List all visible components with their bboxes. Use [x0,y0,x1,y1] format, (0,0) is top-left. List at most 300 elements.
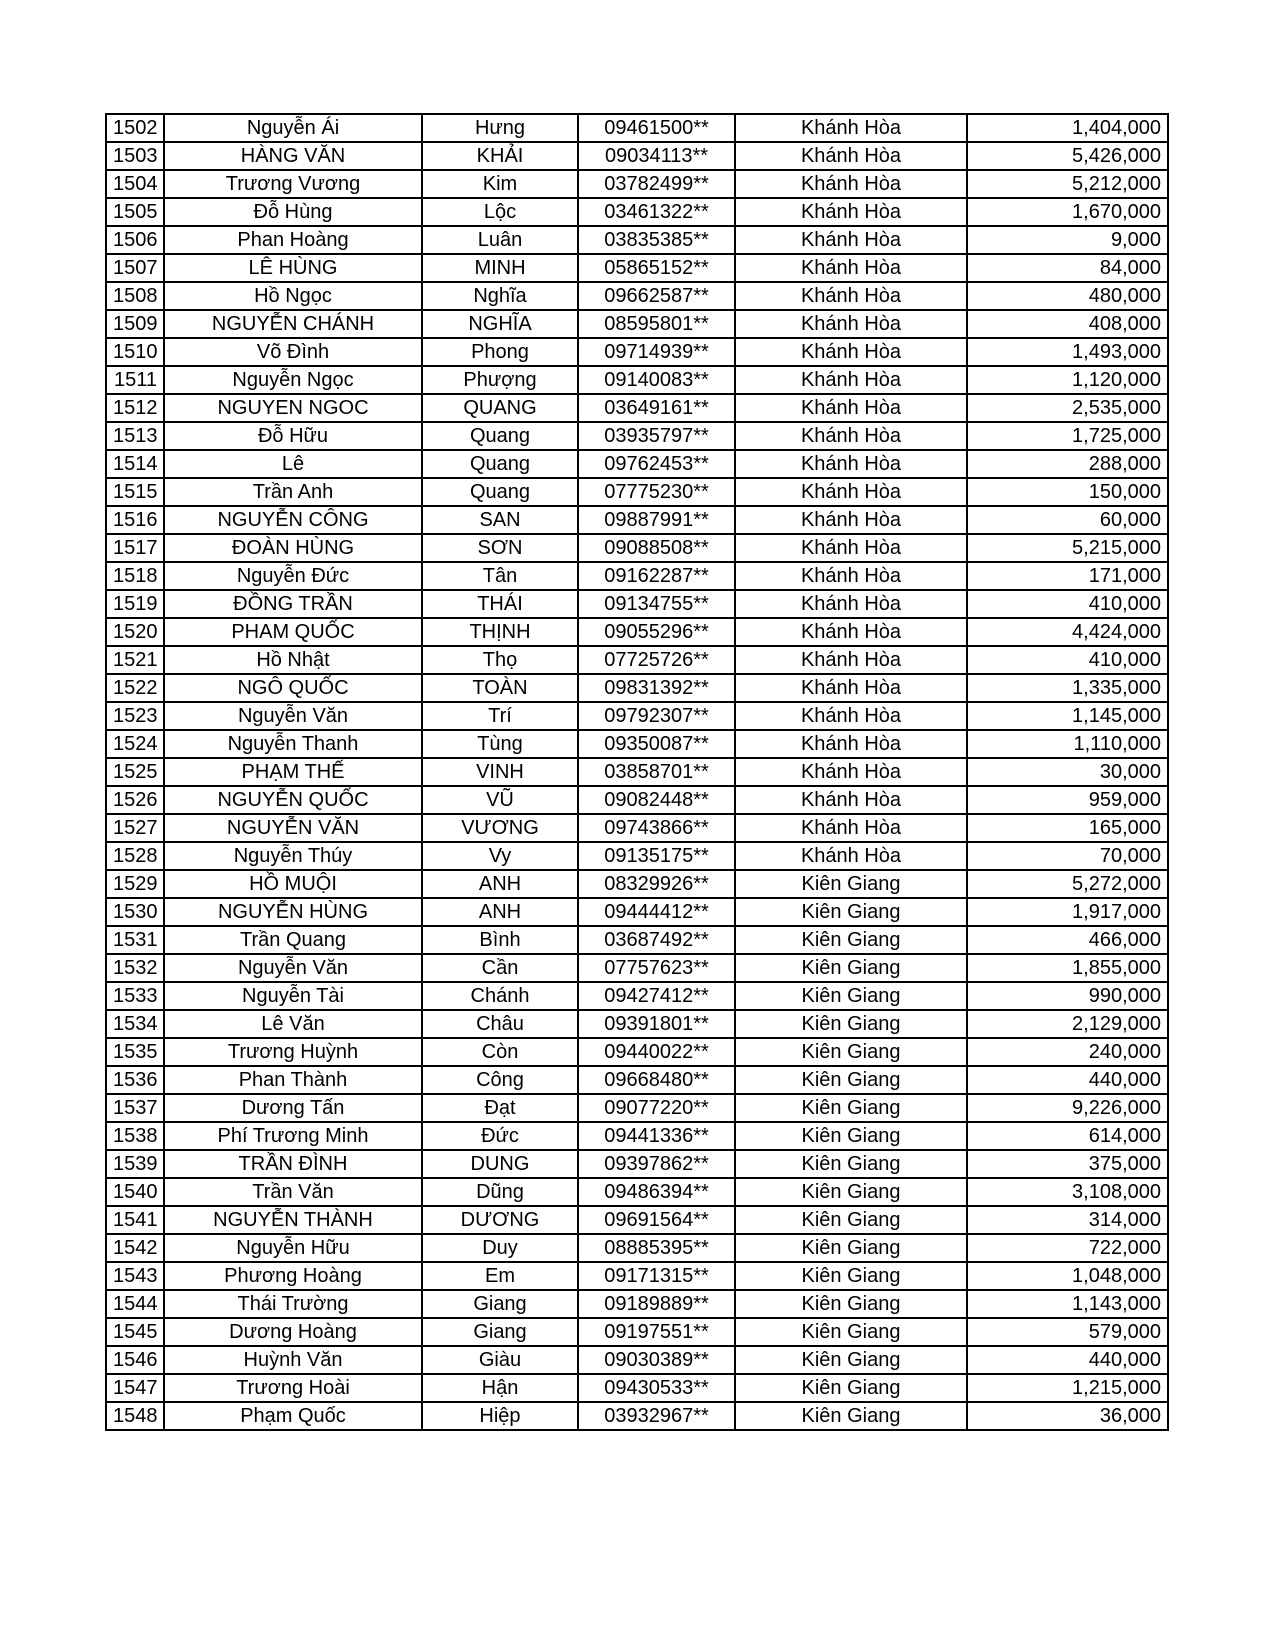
surname-cell: ĐỒNG TRẦN [164,590,422,618]
table-row [106,422,1168,450]
phone-cell: 09762453** [578,450,735,478]
surname-cell: Lê [164,450,422,478]
province-cell: Khánh Hòa [735,114,967,142]
given-name-cell: Châu [422,1010,578,1038]
surname-cell: HỒ MUỘI [164,870,422,898]
surname-cell: Nguyễn Hữu [164,1234,422,1262]
given-name-cell: Kim [422,170,578,198]
phone-cell: 09055296** [578,618,735,646]
phone-cell: 03935797** [578,422,735,450]
surname-cell: NGUYỄN HÙNG [164,898,422,926]
surname-cell: Nguyễn Văn [164,702,422,730]
province-cell: Khánh Hòa [735,170,967,198]
phone-cell: 07757623** [578,954,735,982]
amount-cell: 1,404,000 [967,114,1168,142]
phone-cell: 09461500** [578,114,735,142]
amount-cell: 36,000 [967,1402,1168,1430]
amount-cell: 1,145,000 [967,702,1168,730]
row-number-cell: 1508 [106,282,164,310]
surname-cell: Trương Huỳnh [164,1038,422,1066]
phone-cell: 09486394** [578,1178,735,1206]
row-number-cell: 1525 [106,758,164,786]
amount-cell: 288,000 [967,450,1168,478]
amount-cell: 1,670,000 [967,198,1168,226]
phone-cell: 09691564** [578,1206,735,1234]
province-cell: Khánh Hòa [735,814,967,842]
row-number-cell: 1541 [106,1206,164,1234]
amount-cell: 990,000 [967,982,1168,1010]
phone-cell: 09034113** [578,142,735,170]
province-cell: Khánh Hòa [735,198,967,226]
province-cell: Khánh Hòa [735,590,967,618]
surname-cell: Thái Trường [164,1290,422,1318]
amount-cell: 1,215,000 [967,1374,1168,1402]
province-cell: Khánh Hòa [735,450,967,478]
given-name-cell: Em [422,1262,578,1290]
surname-cell: Hồ Nhật [164,646,422,674]
province-cell: Kiên Giang [735,1402,967,1430]
row-number-cell: 1548 [106,1402,164,1430]
table-row [106,618,1168,646]
amount-cell: 2,129,000 [967,1010,1168,1038]
row-number-cell: 1515 [106,478,164,506]
table-row [106,1094,1168,1122]
surname-cell: Nguyễn Thúy [164,842,422,870]
amount-cell: 480,000 [967,282,1168,310]
phone-cell: 09887991** [578,506,735,534]
given-name-cell: Tùng [422,730,578,758]
row-number-cell: 1545 [106,1318,164,1346]
province-cell: Khánh Hòa [735,562,967,590]
row-number-cell: 1521 [106,646,164,674]
surname-cell: Huỳnh Văn [164,1346,422,1374]
amount-cell: 5,212,000 [967,170,1168,198]
amount-cell: 5,215,000 [967,534,1168,562]
given-name-cell: Thọ [422,646,578,674]
surname-cell: Nguyễn Tài [164,982,422,1010]
given-name-cell: MINH [422,254,578,282]
surname-cell: NGUYỄN THÀNH [164,1206,422,1234]
amount-cell: 440,000 [967,1346,1168,1374]
table-row [106,310,1168,338]
row-number-cell: 1535 [106,1038,164,1066]
given-name-cell: VŨ [422,786,578,814]
given-name-cell: QUANG [422,394,578,422]
amount-cell: 1,725,000 [967,422,1168,450]
given-name-cell: Quang [422,478,578,506]
phone-cell: 09030389** [578,1346,735,1374]
amount-cell: 375,000 [967,1150,1168,1178]
table-row [106,898,1168,926]
surname-cell: Phương Hoàng [164,1262,422,1290]
province-cell: Khánh Hòa [735,366,967,394]
amount-cell: 410,000 [967,590,1168,618]
surname-cell: LÊ HÙNG [164,254,422,282]
table-row [106,338,1168,366]
row-number-cell: 1507 [106,254,164,282]
amount-cell: 314,000 [967,1206,1168,1234]
surname-cell: Đỗ Hùng [164,198,422,226]
row-number-cell: 1533 [106,982,164,1010]
amount-cell: 1,048,000 [967,1262,1168,1290]
amount-cell: 408,000 [967,310,1168,338]
given-name-cell: Quang [422,450,578,478]
table-row [106,590,1168,618]
table-row [106,142,1168,170]
row-number-cell: 1522 [106,674,164,702]
row-number-cell: 1509 [106,310,164,338]
given-name-cell: VƯƠNG [422,814,578,842]
phone-cell: 09140083** [578,366,735,394]
province-cell: Khánh Hòa [735,226,967,254]
given-name-cell: Luân [422,226,578,254]
table-row [106,702,1168,730]
province-cell: Kiên Giang [735,1066,967,1094]
amount-cell: 171,000 [967,562,1168,590]
table-row [106,646,1168,674]
amount-cell: 4,424,000 [967,618,1168,646]
province-cell: Kiên Giang [735,1346,967,1374]
province-cell: Khánh Hòa [735,674,967,702]
surname-cell: Dương Hoàng [164,1318,422,1346]
row-number-cell: 1528 [106,842,164,870]
amount-cell: 5,272,000 [967,870,1168,898]
amount-cell: 1,917,000 [967,898,1168,926]
surname-cell: Phí Trương Minh [164,1122,422,1150]
given-name-cell: Công [422,1066,578,1094]
amount-cell: 240,000 [967,1038,1168,1066]
table-row [106,170,1168,198]
phone-cell: 09743866** [578,814,735,842]
phone-cell: 09171315** [578,1262,735,1290]
given-name-cell: Phượng [422,366,578,394]
surname-cell: NGUYỄN CÔNG [164,506,422,534]
phone-cell: 09662587** [578,282,735,310]
table-row [106,1402,1168,1430]
table-row [106,926,1168,954]
phone-cell: 09430533** [578,1374,735,1402]
phone-cell: 07725726** [578,646,735,674]
province-cell: Khánh Hòa [735,730,967,758]
amount-cell: 1,143,000 [967,1290,1168,1318]
row-number-cell: 1511 [106,366,164,394]
phone-cell: 09668480** [578,1066,735,1094]
province-cell: Khánh Hòa [735,478,967,506]
given-name-cell: Quang [422,422,578,450]
phone-cell: 08885395** [578,1234,735,1262]
amount-cell: 70,000 [967,842,1168,870]
row-number-cell: 1512 [106,394,164,422]
row-number-cell: 1527 [106,814,164,842]
row-number-cell: 1536 [106,1066,164,1094]
table-row [106,478,1168,506]
amount-cell: 959,000 [967,786,1168,814]
phone-cell: 09831392** [578,674,735,702]
given-name-cell: KHẢI [422,142,578,170]
surname-cell: Trương Vương [164,170,422,198]
row-number-cell: 1542 [106,1234,164,1262]
province-cell: Kiên Giang [735,1122,967,1150]
province-cell: Khánh Hòa [735,758,967,786]
row-number-cell: 1540 [106,1178,164,1206]
amount-cell: 60,000 [967,506,1168,534]
table-row [106,814,1168,842]
province-cell: Khánh Hòa [735,422,967,450]
province-cell: Kiên Giang [735,1318,967,1346]
surname-cell: Phan Hoàng [164,226,422,254]
phone-cell: 08595801** [578,310,735,338]
given-name-cell: Vy [422,842,578,870]
table-row [106,758,1168,786]
phone-cell: 03461322** [578,198,735,226]
table-row [106,1066,1168,1094]
amount-cell: 440,000 [967,1066,1168,1094]
amount-cell: 2,535,000 [967,394,1168,422]
phone-cell: 09135175** [578,842,735,870]
phone-cell: 09350087** [578,730,735,758]
surname-cell: NGUYỄN QUỐC [164,786,422,814]
table-row [106,1010,1168,1038]
surname-cell: TRẦN ĐÌNH [164,1150,422,1178]
row-number-cell: 1531 [106,926,164,954]
table-row [106,450,1168,478]
surname-cell: NGUYỄN CHÁNH [164,310,422,338]
table-row [106,1346,1168,1374]
amount-cell: 3,108,000 [967,1178,1168,1206]
table-row [106,730,1168,758]
phone-cell: 09444412** [578,898,735,926]
given-name-cell: Hưng [422,114,578,142]
row-number-cell: 1529 [106,870,164,898]
phone-cell: 03687492** [578,926,735,954]
row-number-cell: 1524 [106,730,164,758]
row-number-cell: 1505 [106,198,164,226]
given-name-cell: Đạt [422,1094,578,1122]
row-number-cell: 1504 [106,170,164,198]
phone-cell: 09162287** [578,562,735,590]
province-cell: Kiên Giang [735,1262,967,1290]
given-name-cell: ANH [422,870,578,898]
row-number-cell: 1518 [106,562,164,590]
given-name-cell: Duy [422,1234,578,1262]
amount-cell: 9,000 [967,226,1168,254]
province-cell: Kiên Giang [735,954,967,982]
phone-cell: 09197551** [578,1318,735,1346]
province-cell: Kiên Giang [735,926,967,954]
phone-cell: 03932967** [578,1402,735,1430]
given-name-cell: NGHĨA [422,310,578,338]
surname-cell: PHAM QUỐC [164,618,422,646]
given-name-cell: Hiệp [422,1402,578,1430]
row-number-cell: 1517 [106,534,164,562]
surname-cell: NGUYEN NGOC [164,394,422,422]
given-name-cell: Dũng [422,1178,578,1206]
province-cell: Khánh Hòa [735,702,967,730]
surname-cell: NGUYỄN VĂN [164,814,422,842]
row-number-cell: 1514 [106,450,164,478]
province-cell: Kiên Giang [735,870,967,898]
surname-cell: Trương Hoài [164,1374,422,1402]
surname-cell: Dương Tấn [164,1094,422,1122]
amount-cell: 722,000 [967,1234,1168,1262]
province-cell: Kiên Giang [735,1038,967,1066]
records-table-body [106,114,1168,1430]
province-cell: Khánh Hòa [735,786,967,814]
table-row [106,198,1168,226]
province-cell: Kiên Giang [735,1178,967,1206]
table-row [106,1262,1168,1290]
surname-cell: Trần Quang [164,926,422,954]
province-cell: Khánh Hòa [735,338,967,366]
surname-cell: NGÔ QUỐC [164,674,422,702]
province-cell: Kiên Giang [735,1374,967,1402]
row-number-cell: 1544 [106,1290,164,1318]
row-number-cell: 1539 [106,1150,164,1178]
given-name-cell: ANH [422,898,578,926]
surname-cell: Nguyễn Đức [164,562,422,590]
surname-cell: Trần Văn [164,1178,422,1206]
amount-cell: 150,000 [967,478,1168,506]
table-row [106,954,1168,982]
table-row [106,982,1168,1010]
amount-cell: 9,226,000 [967,1094,1168,1122]
given-name-cell: DUNG [422,1150,578,1178]
row-number-cell: 1526 [106,786,164,814]
province-cell: Kiên Giang [735,1094,967,1122]
table-row [106,1234,1168,1262]
phone-cell: 09792307** [578,702,735,730]
surname-cell: HÀNG VĂN [164,142,422,170]
province-cell: Kiên Giang [735,898,967,926]
phone-cell: 09077220** [578,1094,735,1122]
given-name-cell: Giàu [422,1346,578,1374]
given-name-cell: Bình [422,926,578,954]
table-row [106,1150,1168,1178]
province-cell: Khánh Hòa [735,506,967,534]
surname-cell: Võ Đình [164,338,422,366]
table-row [106,1318,1168,1346]
surname-cell: Nguyễn Văn [164,954,422,982]
row-number-cell: 1519 [106,590,164,618]
amount-cell: 1,855,000 [967,954,1168,982]
given-name-cell: Đức [422,1122,578,1150]
row-number-cell: 1503 [106,142,164,170]
phone-cell: 09082448** [578,786,735,814]
amount-cell: 466,000 [967,926,1168,954]
province-cell: Khánh Hòa [735,142,967,170]
amount-cell: 165,000 [967,814,1168,842]
surname-cell: Nguyễn Ngọc [164,366,422,394]
province-cell: Kiên Giang [735,1290,967,1318]
phone-cell: 09714939** [578,338,735,366]
amount-cell: 1,335,000 [967,674,1168,702]
row-number-cell: 1537 [106,1094,164,1122]
row-number-cell: 1506 [106,226,164,254]
amount-cell: 579,000 [967,1318,1168,1346]
given-name-cell: THỊNH [422,618,578,646]
phone-cell: 03858701** [578,758,735,786]
province-cell: Khánh Hòa [735,310,967,338]
table-row [106,1206,1168,1234]
table-row [106,786,1168,814]
row-number-cell: 1543 [106,1262,164,1290]
surname-cell: Nguyễn Thanh [164,730,422,758]
given-name-cell: Giang [422,1318,578,1346]
table-row [106,394,1168,422]
surname-cell: Phan Thành [164,1066,422,1094]
given-name-cell: Còn [422,1038,578,1066]
table-row [106,1290,1168,1318]
given-name-cell: SAN [422,506,578,534]
given-name-cell: SƠN [422,534,578,562]
table-row [106,870,1168,898]
amount-cell: 5,426,000 [967,142,1168,170]
given-name-cell: TOÀN [422,674,578,702]
amount-cell: 30,000 [967,758,1168,786]
surname-cell: Lê Văn [164,1010,422,1038]
province-cell: Kiên Giang [735,1010,967,1038]
given-name-cell: Tân [422,562,578,590]
phone-cell: 09391801** [578,1010,735,1038]
amount-cell: 614,000 [967,1122,1168,1150]
row-number-cell: 1502 [106,114,164,142]
table-row [106,674,1168,702]
province-cell: Khánh Hòa [735,534,967,562]
row-number-cell: 1538 [106,1122,164,1150]
amount-cell: 84,000 [967,254,1168,282]
amount-cell: 1,120,000 [967,366,1168,394]
province-cell: Kiên Giang [735,982,967,1010]
row-number-cell: 1532 [106,954,164,982]
phone-cell: 03835385** [578,226,735,254]
table-row [106,282,1168,310]
given-name-cell: Trí [422,702,578,730]
given-name-cell: Chánh [422,982,578,1010]
table-row [106,1178,1168,1206]
phone-cell: 05865152** [578,254,735,282]
phone-cell: 09441336** [578,1122,735,1150]
table-row [106,114,1168,142]
province-cell: Kiên Giang [735,1206,967,1234]
province-cell: Khánh Hòa [735,618,967,646]
table-row [106,506,1168,534]
table-row [106,842,1168,870]
phone-cell: 08329926** [578,870,735,898]
phone-cell: 09427412** [578,982,735,1010]
records-table [105,113,1169,1431]
amount-cell: 410,000 [967,646,1168,674]
given-name-cell: Cần [422,954,578,982]
row-number-cell: 1547 [106,1374,164,1402]
surname-cell: Trần Anh [164,478,422,506]
row-number-cell: 1510 [106,338,164,366]
phone-cell: 09088508** [578,534,735,562]
surname-cell: Phạm Quốc [164,1402,422,1430]
table-row [106,1374,1168,1402]
phone-cell: 09440022** [578,1038,735,1066]
phone-cell: 09134755** [578,590,735,618]
table-row [106,366,1168,394]
given-name-cell: Lộc [422,198,578,226]
row-number-cell: 1516 [106,506,164,534]
table-row [106,562,1168,590]
amount-cell: 1,110,000 [967,730,1168,758]
given-name-cell: Giang [422,1290,578,1318]
province-cell: Khánh Hòa [735,842,967,870]
phone-cell: 09397862** [578,1150,735,1178]
province-cell: Khánh Hòa [735,394,967,422]
row-number-cell: 1523 [106,702,164,730]
